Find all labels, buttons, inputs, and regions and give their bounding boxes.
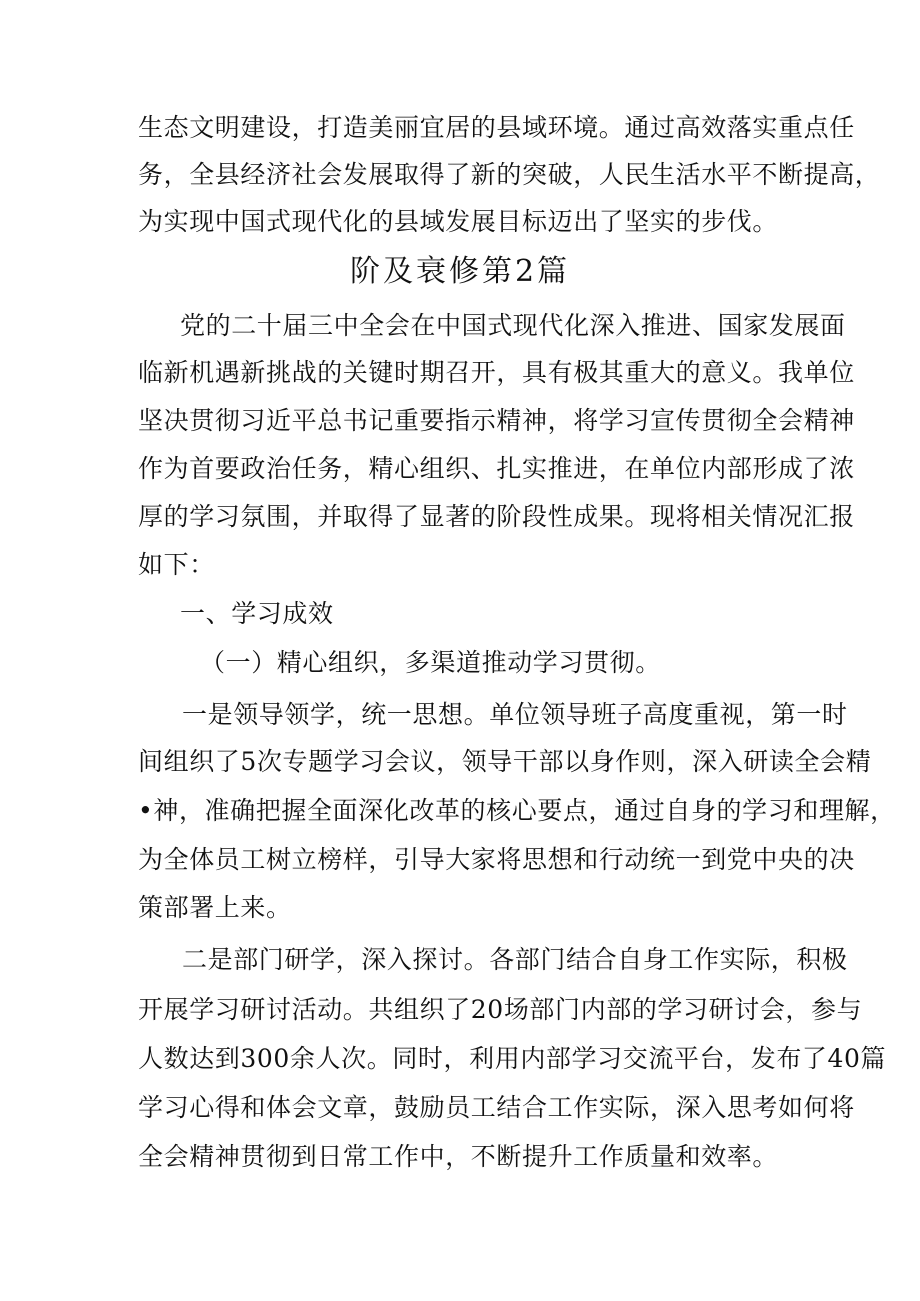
para2-line-4: 为全体员工树立榜样，引导大家将思想和行动统一到党中央的决: [138, 845, 855, 874]
para2-line-5: 策部署上来。: [138, 893, 292, 922]
para3-line-1: 二是部门研学，深入探讨。各部门结合自身工作实际，积极: [182, 945, 848, 974]
para1-line-4: 作为首要政治任务，精心组织、扎实推进，在单位内部形成了浓: [138, 454, 855, 483]
para2-line-3: •神，准确把握全面深化改革的核心要点，通过自身的学习和理解，: [138, 796, 896, 825]
section-heading: 一、学习成效: [180, 599, 334, 628]
para1-line-6: 如下：: [138, 550, 215, 579]
para1-line-1: 党的二十届三中全会在中国式现代化深入推进、国家发展面: [180, 311, 846, 340]
intro-line-2: 务，全县经济社会发展取得了新的突破，人民生活水平不断提高，: [138, 160, 881, 189]
para3-line-3: 人数达到300余人次。同时，利用内部学习交流平台，发布了40篇: [138, 1044, 887, 1073]
para3-line-4: 学习心得和体会文章，鼓励员工结合工作实际，深入思考如何将: [138, 1093, 855, 1122]
para2-line-2: 间组织了5次专题学习会议，领导干部以身作则，深入研读全会精: [138, 747, 872, 776]
para3-line-2: 开展学习研讨活动。共组织了20场部门内部的学习研讨会，参与: [138, 995, 863, 1024]
intro-line-1: 生态文明建设，打造美丽宜居的县域环境。通过高效落实重点任: [138, 113, 855, 142]
para2-line-1: 一是领导领学，统一思想。单位领导班子高度重视，第一时: [182, 700, 848, 729]
subsection-heading: （一）精心组织，多渠道推动学习贯彻。: [200, 648, 661, 677]
para1-line-3: 坚决贯彻习近平总书记重要指示精神，将学习宣传贯彻全会精神: [138, 406, 855, 435]
para1-line-2: 临新机遇新挑战的关键时期召开，具有极其重大的意义。我单位: [138, 358, 855, 387]
intro-line-3: 为实现中国式现代化的县域发展目标迈出了坚实的步伐。: [138, 207, 779, 236]
document-title: 阶及衰修第2篇: [349, 254, 571, 289]
para3-line-5: 全会精神贯彻到日常工作中，不断提升工作质量和效率。: [138, 1142, 779, 1171]
para1-line-5: 厚的学习氛围，并取得了显著的阶段性成果。现将相关情况汇报: [138, 502, 855, 531]
